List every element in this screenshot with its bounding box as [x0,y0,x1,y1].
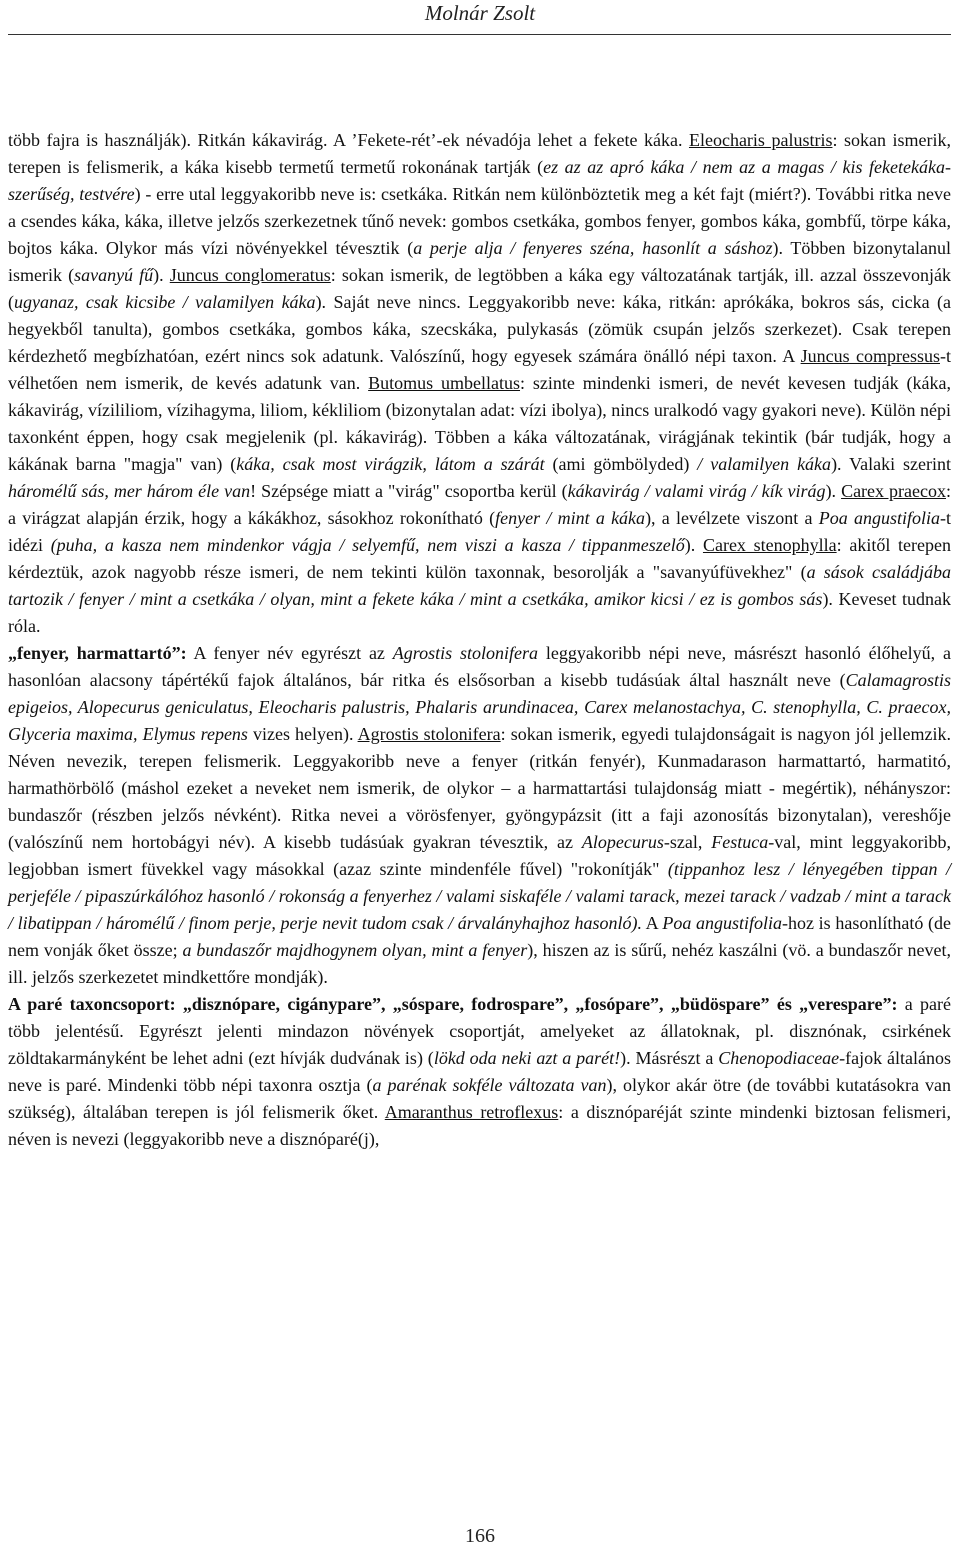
bold-heading: „fenyer, harmattartó”: [8,643,187,663]
italic-text: a bundaszőr majdhogynem olyan, mint a fenyer [182,940,528,960]
italic-text: Alopecurus [581,832,664,852]
underlined-term: Carex praecox [841,481,946,501]
body-text [8,127,951,1153]
italic-text: a perje alja / fenyeres széna, hasonlít a sáshoz [413,238,773,258]
italic-text: ugyanaz, csak kicsibe / valamilyen káka [14,292,316,312]
underlined-term: Carex stenophylla [702,535,837,555]
underlined-term: Amaranthus retroflexus [384,1102,559,1122]
running-header-author: Molnár Zsolt [424,1,536,25]
italic-text: Poa angustifolia [662,913,783,933]
italic-text: savanyú fű [74,265,154,285]
italic-text: a parénak sokféle változata van [372,1075,607,1095]
italic-text: Chenopodiaceae [718,1048,840,1068]
underlined-term: Eleocharis palustris [688,130,833,150]
italic-text: Poa angustifolia [818,508,941,528]
paragraph: „fenyer, harmattartó”: A fenyer név egyrészt az Agrostis stolonifera leggyakoribb népi neve, másrészt hasonló élőhelyű, a hasonlóan alacsony tápértékű fajok általános, bár ritka és elsősorban a kisebb tudásúak által használt neve (Calamagrostis epigeios, Alopecurus geniculatus, Eleocharis palustris, Phalaris arundinacea, Carex melanostachya, C. stenophylla, C. praecox, Glyceria maxima, Elymus repens vizes helyen). Agrostis stolonifera: sokan ismerik, egyedi tulajdonságait is nagyon jól jellemzik. Néven nevezik, terepen felismerik. Leggyakoribb neve a fenyer (ritkán fenyér), Kunmadarason harmattartó, harmatitó, harmathörbölő (máshol ezeket a neveket nem ismerik, de olykor – a harmattartási tulajdonság miatt - megértik), néhányszor: bundaszőr (részben jelzős névként). Ritka nevei a vörösfenyer, gyöngypázsit (itt a faji azonosítás bizonytalan), vereshője (valószínű nem hortobágyi név). A kisebb tudásúak gyakran tévesztik, az Alopecurus-szal, Festuca-val, mint leggyakoribb, legjobban ismert füvekkel vagy másokkal (azaz szinte mindenféle fűvel) "rokonítják" (tippanhoz lesz / lényegében tippan / perjeféle / pipaszúrkálóhoz hasonló / rokonság a fenyerhez / valami siskaféle / valami tarack, mezei tarack / vadzab / mint a tarack / libatippan / háromélű / finom perje, perje nevit tudom csak / árvalányhajhoz hasonló). A Poa angustifolia-hoz is hasonlítható (de nem vonják őket össze; a bundaszőr majdhogynem olyan, mint a fenyer), hiszen az is sűrű, nehéz kaszálni (vö. a bundaszőr nevet, ill. jelzős szerkezetet mindkettőre mondják). [8,643,952,987]
italic-text: (puha, a kasza nem mindenkor vágja / selyemfű, nem viszi a kasza / tippanmeszelő [50,535,685,555]
italic-text: kákavirág / valami virág / kík virág [567,481,826,501]
italic-text: káka, csak most virágzik, látom a szárát [236,454,545,474]
italic-text: a sások családjába tartozik / fenyer / mint a csetkáka / olyan, mint a fekete káka / mint a csetkáka, amikor kicsi / ez is gombos sás [8,562,951,609]
header-rule [8,34,951,35]
italic-text: fenyer / mint a káka [495,508,646,528]
italic-text: Festuca [711,832,769,852]
paragraph: több fajra is használják). Ritkán kákavirág. A ’Fekete-rét’-ek névadója lehet a fekete káka. Eleocharis palustris: sokan ismerik, terepen is felismerik, a káka kisebb termetű termetű rokonának tartják (ez az az apró káka / nem az a magas / kis feketekáka-szerűség, testvére) - erre utal leggyakoribb neve is: csetkáka. Ritkán nem különböztetik meg a két fajt (miért?). További ritka neve a csendes káka, káka, illetve jelzős szerkezetnek tűnő nevek: gombos csetkáka, gombos fenyer, gombos káka, gombfű, törpe káka, bojtos káka. Olykor más vízi növényekkel tévesztik (a perje alja / fenyeres széna, hasonlít a sáshoz). Többen bizonytalanul ismerik (savanyú fű). Juncus conglomeratus: sokan ismerik, de legtöbben a káka egy változatának tartják, ill. azzal összevonják (ugyanaz, csak kicsibe / valamilyen káka). Saját neve nincs. Leggyakoribb neve: káka, ritkán: aprókáka, bokros sás, cicka (a hegyekből tanulta), gombos csetkáka, gombos káka, szecskáka, pulykasás (zömük csupán jelzős szerkezet). Csak terepen kérdezhető megbízhatóan, ezért nincs sok adatunk. Valószínű, hogy egyesek számára önálló népi taxon. A Juncus compressus-t vélhetően nem ismerik, de kevés adatunk van. Butomus umbellatus: szinte mindenki ismeri, de nevét kevesen tudják (káka, kákavirág, vízililiom, vízihagyma, liliom, kékliliom (bizonytalan adat: vízi ibolya), nincs uralkodó vagy gyakori neve). Külön népi taxonként éppen, hogy csak megjelenik (pl. kákavirág). Többen a káka változatának, virágjának tekintik (bár tudják, hogy a kákának barna "magja" van) (káka, csak most virágzik, látom a szárát (ami gömbölyded) / valamilyen káka). Valaki szerint háromélű sás, mer három éle van! Szépsége miatt a "virág" csoportba kerül (kákavirág / valami virág / kík virág). Carex praecox: a virágzat alapján érzik, hogy a kákákhoz, sásokhoz rokonítható (fenyer / mint a káka), a levélzete viszont a Poa angustifolia-t idézi (puha, a kasza nem mindenkor vágja / selyemfű, nem viszi a kasza / tippanmeszelő). Carex stenophylla: akitől terepen kérdeztük, azok nagyobb része ismeri, de nem tekinti külön taxonnak, besorolják a "savanyúfüvekhez" (a sások családjába tartozik / fenyer / mint a csetkáka / olyan, mint a fekete káka / mint a csetkáka, amikor kicsi / ez is gombos sás). Keveset tudnak róla. [8,130,952,636]
bold-heading: A paré taxoncsoport: „disznópare, cigánypare”, „sóspare, fodrospare”, „fosópare”, „büdöspare” és „verespare”: [8,994,898,1014]
italic-text: Agrostis stolonifera [392,643,539,663]
underlined-term: Butomus umbellatus [368,373,521,393]
italic-text: / valamilyen káka [697,454,832,474]
italic-text: (tippanhoz lesz / lényegében tippan / perjeféle / pipaszúrkálóhoz hasonló / rokonság a fenyerhez / valami siskaféle / valami tarack, mezei tarack / vadzab / mint a tarack / libatippan / háromélű / finom perje, perje nevit tudom csak / árvalányhajhoz hasonló). [8,859,951,933]
page-number: 166 [465,1525,495,1547]
italic-text: lökd oda neki azt a parét! [433,1048,621,1068]
underlined-term: Agrostis stolonifera [357,724,501,744]
paragraph: A paré taxoncsoport: „disznópare, cigánypare”, „sóspare, fodrospare”, „fosópare”, „büdöspare” és „verespare”: a paré több jelentésű. Egyrészt jelenti mindazon növények csoportját, amelyeket az állatoknak, pl. disznónak, csirkének zöldtakarmányként be lehet adni (ezt hívják dudvának is) (lökd oda neki azt a parét!). Másrészt a Chenopodiaceae-fajok általános neve is paré. Mindenki több népi taxonra osztja (a parénak sokféle változata van), olykor akár ötre (de további kutatásokra van szükség), általában terepen is jól felismerik őket. Amaranthus retroflexus: a disznóparéját szinte mindenki biztosan felismeri, néven is nevezi (leggyakoribb neve a disznóparé(j), [8,994,952,1149]
italic-text: Calamagrostis epigeios, Alopecurus geniculatus, Eleocharis palustris, Phalaris arundinacea, Carex melanostachya, C. stenophylla, C. praecox, Glyceria maxima, Elymus repens [8,670,951,744]
italic-text: háromélű sás, mer három éle van [8,481,251,501]
underlined-term: Juncus conglomeratus [169,265,331,285]
underlined-term: Juncus compressus [800,346,940,366]
italic-text: ez az az apró káka / nem az a magas / kis feketekáka-szerűség, testvére [8,157,951,204]
